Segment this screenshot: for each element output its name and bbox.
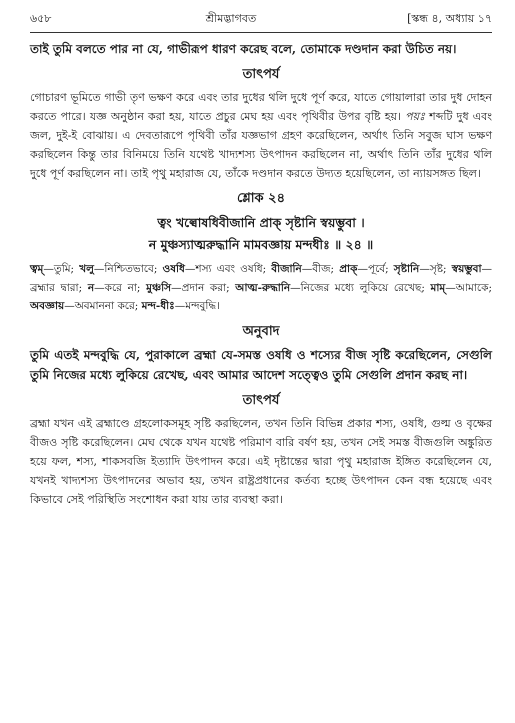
purport-text-1 (30, 88, 492, 183)
synonym-meaning: —সৃষ্ট; (419, 263, 452, 275)
synonym-word: বীজানি (271, 263, 302, 275)
previous-translation: তাই তুমি বলতে পার না যে, গাভীরূপ ধারণ করেছ বলে, তোমাকে দণ্ডদান করা উচিত নয়। (30, 42, 457, 56)
synonym-word: সৃষ্টানি (393, 263, 420, 275)
book-title: শ্রীমদ্ভাগবত (205, 12, 257, 25)
synonym-meaning: —নিশ্চিতভাবে; (93, 263, 163, 275)
purport-heading-2: তাৎপর্য (242, 392, 280, 408)
synonym-meaning: —মন্দবুদ্ধি। (174, 300, 220, 312)
synonym-meaning: —শস্য এবং ওষধি; (184, 263, 272, 275)
synonym-word: ত্বম্ (30, 263, 44, 275)
synonym-meaning: —বীজ; (301, 263, 340, 275)
purport-1-part-b: শব্দটি দুধ এবং জল, দুই-ই বোঝায়। এ দেবতারূপে পৃথিবী তাঁর যজ্ঞভাগ গ্রহণ করেছিলেন, অর্থাৎ তিনি সবুজ ঘাস ভক্ষণ করছিলেন কিন্তু তার বিনিময়ে তিনি যথেষ্ট খাদ্যশস্য উৎপাদন করছিলেন না, অর্থাৎ তিনি তাঁর দুধের থলি দুধে পূর্ণ করছিলেন না। তাই পৃথু মহারাজ যে, তাঁকে দণ্ডদান করতে উদ্যত হয়েছিলেন, তা ন্যায়সঙ্গত ছিল। (30, 110, 493, 180)
synonym-word: ওষধি (162, 263, 185, 275)
synonym-word: খলু (79, 263, 94, 275)
synonym-word: অবজ্ঞায় (30, 300, 65, 312)
synonym-meaning: —করে না; (94, 281, 147, 294)
synonym-word: মন্দ-ধীঃ (141, 300, 175, 312)
synonym-meaning: —ব্রহ্মার দ্বারা; (30, 263, 492, 294)
book-page (30, 10, 492, 509)
synonyms (30, 260, 492, 316)
synonym-word: স্বয়ম্ভুবা (451, 263, 482, 275)
synonym-word: প্রাক্ (339, 263, 358, 275)
running-header (30, 10, 492, 33)
synonym-meaning: —আমাকে; (445, 281, 492, 294)
synonym-meaning: —পূর্বে; (357, 263, 394, 275)
canto-chapter: [স্কন্ধ ৪, অধ্যায় ১৭ (407, 12, 492, 25)
synonym-word: আত্ম-রুদ্ধানি (235, 281, 291, 294)
verse-line-1: ত্বং খল্বোষধিবীজানি প্রাক্ সৃষ্টানি স্বয়ম্ভুবা । (157, 215, 365, 230)
synonym-word: মুঞ্চসি (146, 281, 172, 294)
purport-text-2: ব্রহ্মা যখন এই ব্রহ্মাণ্ডে গ্রহলোকসমূহ সৃষ্টি করছিলেন, তখন তিনি বিভিন্ন প্রকার শস্য, ওষধি, গুল্ম ও বৃক্ষের বীজও সৃষ্টি করেছিলেন। মেঘ থেকে যখন যথেষ্ট পরিমাণ বারি বর্ষণ হয়, তখন সেই সমস্ত বীজগুলি অঙ্কুরিত হয়ে ফল, শস্য, শাকসবজি ইত্যাদি উৎপাদন করে। এই দৃষ্টান্তের দ্বারা পৃথু মহারাজ ইঙ্গিত করেছিলেন যে, যখনই খাদ্যশস্য উৎপাদনের অভাব হয়, তখন রাষ্ট্রপ্রধানের কর্তব্য হচ্ছে উৎপাদন কেন বন্ধ হয়েছে এবং কিভাবে সেই পরিস্থিতি সংশোধন করা যায় তার ব্যবস্থা করা। (30, 416, 492, 506)
synonym-meaning: —অবমাননা করে; (64, 300, 142, 312)
verse-line-2: ন মুঞ্চস্যাত্মরুদ্ধানি মামবজ্ঞায় মন্দধীঃ ॥ ২৪ ॥ (148, 237, 374, 252)
synonym-word: ন (87, 281, 95, 294)
page-number: ৬৫৮ (30, 12, 52, 25)
purport-heading-1: তাৎপর্য (242, 67, 280, 82)
synonym-meaning: —নিজের মধ্যে লুকিয়ে রেখেছ; (290, 281, 431, 294)
translation-heading: অনুবাদ (242, 323, 280, 339)
purport-1-part-a: গোচারণ ভূমিতে গাভী তৃণ ভক্ষণ করে এবং তার দুধের থলি দুধে পূর্ণ করে, যাতে গোয়ালারা তার দুধ দোহন করতে পারে। যজ্ঞ অনুষ্ঠান করা হয়, যাতে প্রচুর মেঘ হয় এবং পৃথিবীর উপর বৃষ্টি হয়। (30, 91, 492, 123)
synonym-meaning: —প্রদান করা; (171, 281, 236, 294)
translation-text: তুমি এতই মন্দবুদ্ধি যে, পুরাকালে ব্রহ্মা যে-সমস্ত ওষধি ও শস্যের বীজ সৃষ্টি করেছিলেন, সেগুলি তুমি নিজের মধ্যে লুকিয়ে রেখেছ, এবং আমার আদেশ সত্ত্বেও তুমি সেগুলি প্রদান করছ না। (30, 347, 492, 382)
synonym-meaning: —তুমি; (43, 263, 80, 275)
verse-heading: শ্লোক ২৪ (236, 191, 286, 206)
synonym-word: মাম্ (430, 281, 446, 294)
purport-1-italic-word: পয়ঃ (405, 110, 425, 123)
